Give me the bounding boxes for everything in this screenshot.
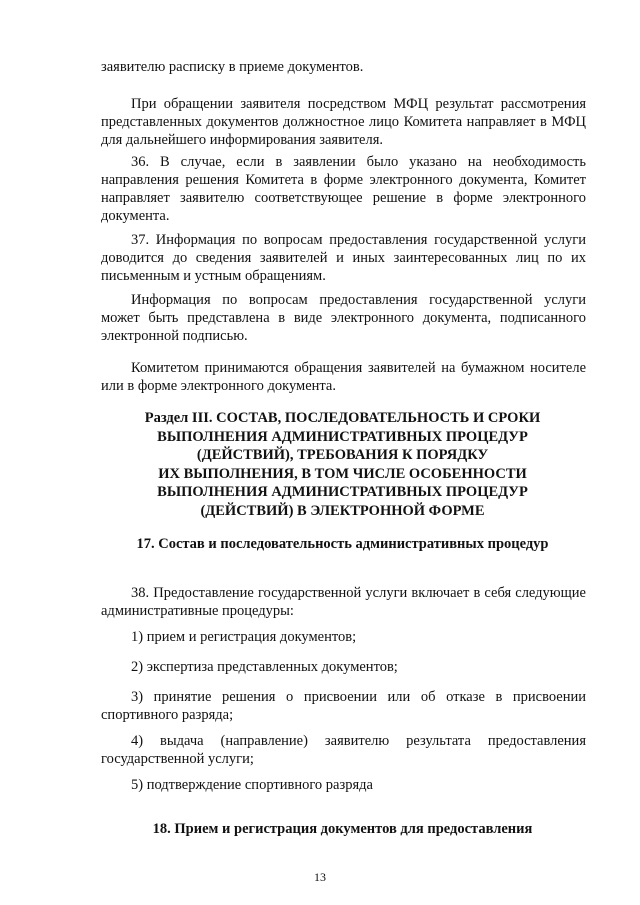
paragraph-36: 36. В случае, если в заявлении было указано на необходимость направления решения Комитета в форме электронного документа, Комитет направляет заявителю соответствующее решение в форме электронного документа. [101,154,586,224]
list-item: 2) экспертиза представленных документов; [131,659,398,675]
list-item: 3) принятие решения о присвоении или об отказе в присвоении спортивного разряда; [101,689,586,723]
list-item: 1) прием и регистрация документов; [131,629,357,645]
paragraph-37: 37. Информация по вопросам предоставления государственной услуги доводится до сведения заявителей и иных заинтересованных лиц по их письменным и устным обращениям. [101,232,586,284]
page-number: 13 [314,870,326,884]
paragraph-mfc: При обращении заявителя посредством МФЦ результат рассмотрения представленных документов должностное лицо Комитета направляет в МФЦ для дальнейшего информирования заявителя. [101,96,586,148]
section-heading-line: ИХ ВЫПОЛНЕНИЯ, В ТОМ ЧИСЛЕ ОСОБЕННОСТИ [158,465,527,482]
subheading-18: 18. Прием и регистрация документов для предоставления [152,821,533,837]
subheading-17: 17. Состав и последовательность административных процедур [136,536,549,552]
list-item: 5) подтверждение спортивного разряда [131,777,373,793]
paragraph-38: 38. Предоставление государственной услуги включает в себя следующие административные процедуры: [101,585,586,619]
section-heading-line: (ДЕЙСТВИЙ) В ЭЛЕКТРОННОЙ ФОРМЕ [200,502,485,519]
paragraph-info-electronic: Информация по вопросам предоставления государственной услуги может быть представлена в виде электронного документа, подписанного электронной подписью. [101,292,586,344]
paragraph-appeals: Комитетом принимаются обращения заявителей на бумажном носителе или в форме электронного документа. [101,360,586,394]
section-heading-line: (ДЕЙСТВИЙ), ТРЕБОВАНИЯ К ПОРЯДКУ [196,447,489,463]
section-heading-line: ВЫПОЛНЕНИЯ АДМИНИСТРАТИВНЫХ ПРОЦЕДУР [157,484,528,500]
section-heading-line: Раздел III. СОСТАВ, ПОСЛЕДОВАТЕЛЬНОСТЬ И СРОКИ [144,410,541,426]
list-item: 4) выдача (направление) заявителю результата предоставления государственной услуги; [101,733,586,767]
section-heading [90,409,595,520]
paragraph-receipt: заявителю расписку в приеме документов. [101,59,364,75]
section-heading-line: ВЫПОЛНЕНИЯ АДМИНИСТРАТИВНЫХ ПРОЦЕДУР [157,428,528,445]
